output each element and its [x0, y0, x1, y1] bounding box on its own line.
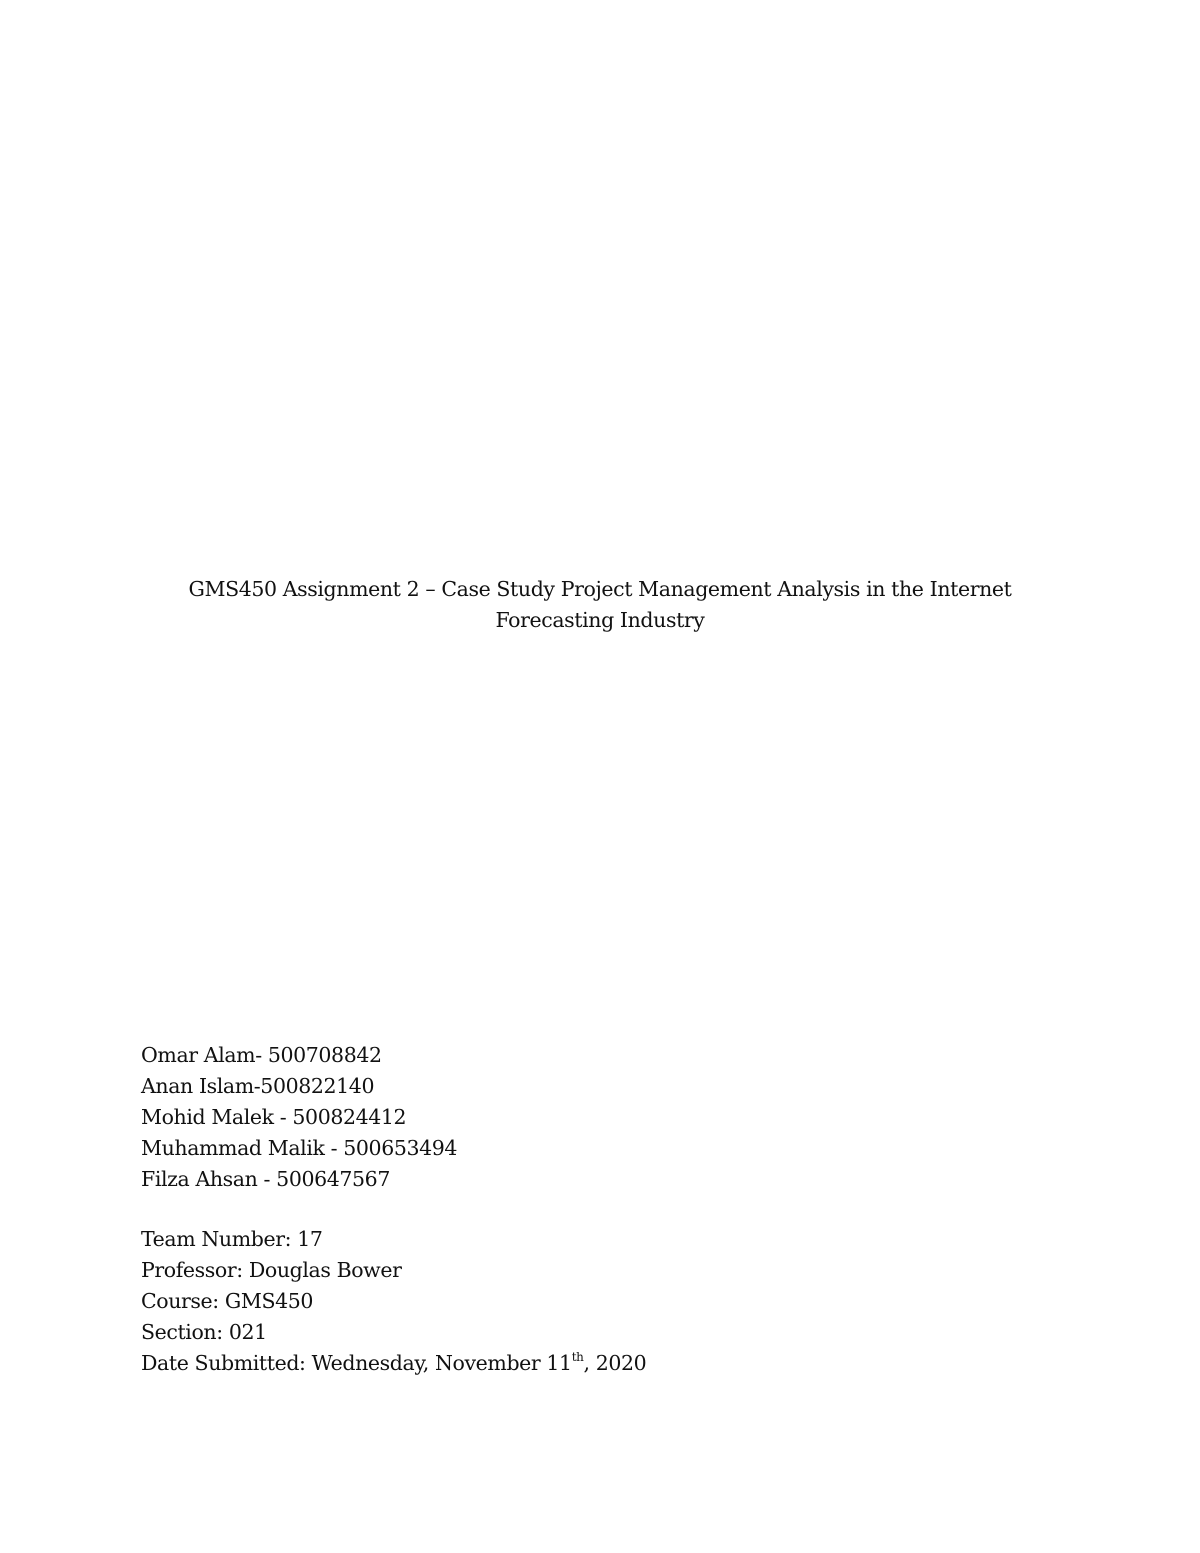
course: Course: GMS450 [141, 1289, 314, 1313]
team-member: Filza Ahsan - 500647567 [141, 1167, 390, 1191]
team-member: Muhammad Malik - 500653494 [141, 1136, 458, 1160]
team-member: Anan Islam-500822140 [141, 1074, 375, 1098]
title-line-2: Forecasting Industry [495, 608, 705, 632]
team-number: Team Number: 17 [141, 1227, 323, 1251]
document-title [100, 574, 1100, 636]
date-prefix: Date Submitted: Wednesday, November 11 [141, 1351, 572, 1375]
date-suffix: , 2020 [583, 1351, 647, 1375]
team-member: Mohid Malek - 500824412 [141, 1105, 407, 1129]
team-members-list [141, 1040, 457, 1195]
title-line-1: GMS450 Assignment 2 – Case Study Project Management Analysis in the Internet [188, 577, 1012, 601]
team-member: Omar Alam- 500708842 [141, 1043, 382, 1067]
date-ordinal-superscript: th [571, 1350, 584, 1365]
submission-details [141, 1224, 646, 1379]
section: Section: 021 [141, 1320, 267, 1344]
date-submitted [141, 1348, 646, 1379]
professor: Professor: Douglas Bower [141, 1258, 402, 1282]
